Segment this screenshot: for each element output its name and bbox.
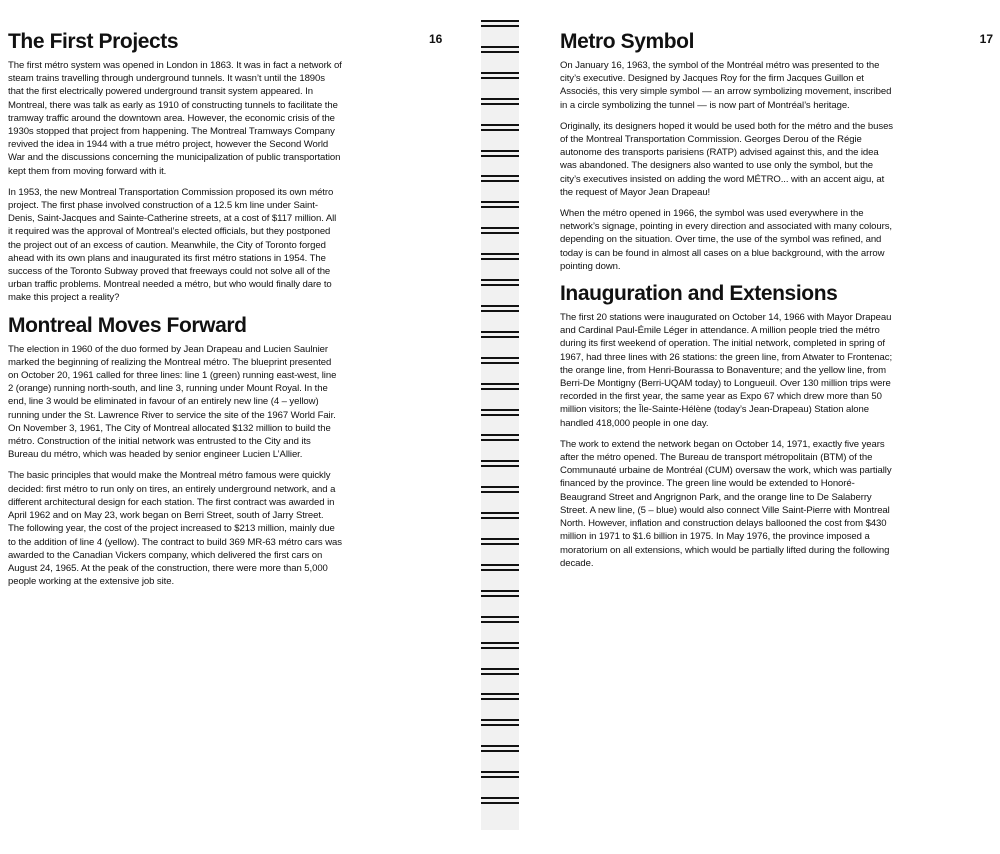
binding-coil (481, 458, 519, 470)
heading-inauguration-extensions: Inauguration and Extensions (560, 282, 838, 306)
heading-montreal-moves-forward: Montreal Moves Forward (8, 313, 247, 337)
binding-coil (481, 743, 519, 755)
binding-strip (481, 20, 519, 830)
binding-coil (481, 614, 519, 626)
right-page (530, 0, 1000, 854)
binding-coil (481, 148, 519, 160)
spiral-binding (470, 0, 530, 854)
binding-coil (481, 18, 519, 30)
binding-coil (481, 717, 519, 729)
binding-coil (481, 640, 519, 652)
binding-coil (481, 666, 519, 678)
binding-coil (481, 173, 519, 185)
paragraph: Originally, its designers hoped it would be used both for the métro and the buses of the Montreal Transportation Commission. Georges Derou of the Régie autonome des transports parisiens (RATP) advised against this, and the idea was abandoned. The designers also wanted to use only the symbol, but the city’s executives insisted on adding the word MÉTRO... with an accent aigu, at the request of Mayor Jean Drapeau! (560, 120, 893, 198)
binding-coil (481, 355, 519, 367)
binding-coil (481, 691, 519, 703)
binding-coil (481, 329, 519, 341)
page-number-left: 16 (429, 32, 443, 46)
binding-coil (481, 381, 519, 393)
binding-coil (481, 70, 519, 82)
paragraph: The election in 1960 of the duo formed by Jean Drapeau and Lucien Saulnier marked the beginning of realizing the Montreal métro. The blueprint presented on October 20, 1961 called for three lines: line 1 (green) running east-west, line 2 (orange) running north-south, and line 3, running under Mount Royal. In the end, line 3 would be eliminated in favour of an entirely new line (4 – yellow) running under the St. Lawrence River to service the site of the 1967 World Fair. On November 3, 1961, The City of Montreal allocated $132 million to build the métro. Construction of the initial network was entrusted to the City and its Bureau du métro, which was headed by senior engineer Lucien L’Allier. (8, 343, 337, 461)
binding-coil (481, 251, 519, 263)
paragraph: When the métro opened in 1966, the symbol was used everywhere in the network’s signage, pointing in every direction and associated with many colours, depending on the situation. Over time, the use of the symbol was refined, and today is can be found in almost all cases on a blue background, with the arrow pointing down. (560, 208, 892, 272)
binding-coil (481, 562, 519, 574)
paragraph: On January 16, 1963, the symbol of the Montréal métro was presented to the city’s executive. Designed by Jacques Roy for the firm Jacques Guillon et Associés, this very simple symbol — an arrow symbolizing movement, inscribed in a circle symbolizing the tunnel — is now part of Montréal’s heritage. (560, 60, 892, 111)
binding-coil (481, 225, 519, 237)
binding-coil (481, 277, 519, 289)
binding-coil (481, 122, 519, 134)
paragraph: In 1953, the new Montreal Transportation Commission proposed its own métro project. The first phase involved construction of a 12.5 km line under Saint-Denis, Saint-Jacques and Sainte-Catherine streets, at a cost of $117 million. All it required was the approval of Montreal’s elected officials, but they postponed the project out of an excess of caution. Meanwhile, the City of Toronto forged ahead with its own plans and inaugurated its first métro stations in 1954. The success of the Toronto Subway proved that freeways could not solve all of the urban traffic problems. Montreal needed a métro, but who would finally dare to make this project a reality? (8, 186, 337, 304)
binding-coil (481, 769, 519, 781)
paragraph: The work to extend the network began on October 14, 1971, exactly five years after the métro opened. The Bureau de transport métropolitain (BTM) of the Communauté urbaine de Montréal (CUM) oversaw the work, which was partially financed by the province. The green line would be extended to Honoré-Beaugrand Street and Angrignon Park, and the orange line to De Salaberry Street. A new line, (5 – blue) would also connect Ville Saint-Pierre with Montreal North. However, inflation and construction delays ballooned the cost from $430 million in 1971 to $1.6 billion in 1975. In May 1976, the province imposed a moratorium on all extensions, which would be partially lifted during the following decade. (560, 438, 892, 569)
binding-coil (481, 536, 519, 548)
paragraph: The first métro system was opened in London in 1863. It was in fact a network of steam trains travelling through underground tunnels. It wasn’t until the 1890s that the first electrically powered underground transit system appeared. In Montreal, there was talk as early as 1910 of constructing tunnels to facilitate the tramway traffic around the downtown area. However, the economic crisis of the 1930s stopped that project from happening. The Montreal Tramways Company revived the idea in 1944 with a true métro project, however the Second World War and the discussions concerning the municipalization of public transportation kept them from moving forward with it. (8, 60, 342, 177)
left-text-column (8, 30, 342, 596)
binding-coil (481, 510, 519, 522)
binding-coil (481, 588, 519, 600)
binding-coil (481, 199, 519, 211)
binding-coil (481, 407, 519, 419)
heading-metro-symbol: Metro Symbol (560, 30, 695, 53)
page-number-right: 17 (979, 32, 993, 46)
heading-first-projects: The First Projects (8, 30, 179, 53)
right-text-column (560, 30, 894, 578)
binding-coil (481, 484, 519, 496)
binding-coil (481, 795, 519, 807)
left-page (0, 0, 470, 854)
binding-coil (481, 44, 519, 56)
paragraph: The first 20 stations were inaugurated on October 14, 1966 with Mayor Drapeau and Cardinal Paul-Émile Léger in attendance. A million people tried the métro during its first weekend of operation. The initial network, completed in spring of 1967, had three lines with 26 stations: the green line, from Atwater to Frontenac; the orange line, from Henri-Bourassa to Bonaventure; and the yellow line, from Berri-De Montigny (Berri-UQAM today) to Longueuil. Over 130 million trips were recorded in the first year, the same year as Expo 67 which drew more than 50 million visitors; the Île-Sainte-Hélène (today’s Jean-Drapeau) Station alone handled 418,000 people in one day. (560, 312, 893, 429)
binding-coil (481, 303, 519, 315)
binding-coil (481, 96, 519, 108)
paragraph: The basic principles that would make the Montreal métro famous were quickly decided: first métro to run only on tires, an entirely underground network, and a different architectural design for each station. The first contract was awarded in April 1962 and on May 23, work began on Berri Street, south of Jarry Street. The following year, the cost of the project increased to $213 million, mainly due to the addition of line 4 (yellow). The contract to build 369 MR-63 métro cars was awarded to the Canadian Vickers company, which delivered the first cars on August 24, 1965. At the peak of the construction, there were more than 5,000 people working at the extensive job site. (8, 470, 342, 588)
binding-coil (481, 432, 519, 444)
